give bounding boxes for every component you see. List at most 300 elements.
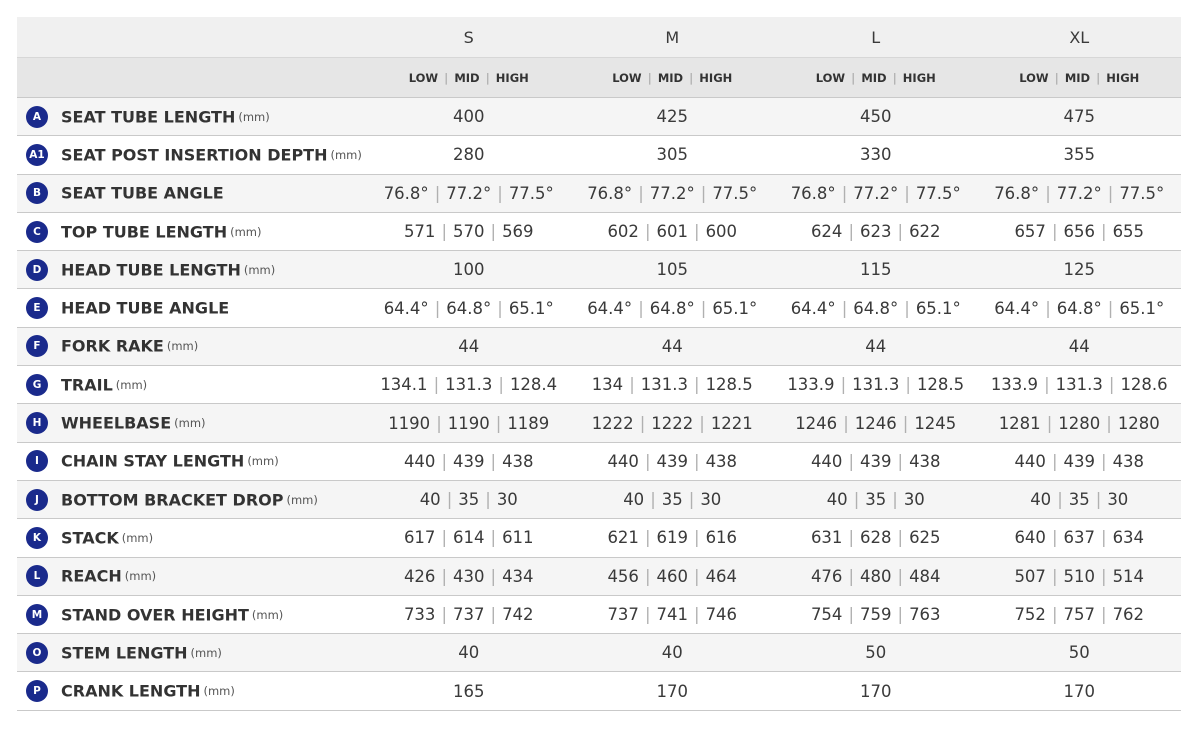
measurement-label xyxy=(17,136,367,174)
measurement-unit: (mm) xyxy=(190,645,222,660)
size-header-spacer xyxy=(17,17,367,58)
measurement-value: 438 xyxy=(1112,451,1145,471)
size-cell-s xyxy=(367,289,571,327)
measurement-value: 614 xyxy=(453,528,485,548)
measurement-value: 30 xyxy=(700,490,722,510)
measurement-label xyxy=(17,212,367,250)
separator: | xyxy=(498,375,504,395)
separator: | xyxy=(436,413,442,433)
measurement-value: 100 xyxy=(453,260,485,280)
measurement-label xyxy=(17,327,367,365)
size-cell-s xyxy=(367,519,571,557)
separator: | xyxy=(441,605,447,624)
measurement-code-badge: G xyxy=(26,374,48,396)
measurement-value: 571 xyxy=(403,222,436,242)
separator: | xyxy=(434,183,441,203)
measurement-value: 440 xyxy=(607,451,639,471)
size-cell-xl xyxy=(978,174,1182,212)
table-row xyxy=(17,212,1181,250)
table-row xyxy=(17,480,1181,518)
measurement-value: 507 xyxy=(1014,566,1046,586)
separator: | xyxy=(638,298,644,318)
measurement-name: FORK RAKE xyxy=(61,336,164,356)
separator: | xyxy=(694,605,700,624)
position-header-l xyxy=(774,58,978,98)
measurement-unit: (mm) xyxy=(247,454,279,469)
measurement-value: 40 xyxy=(419,490,441,510)
table-row xyxy=(17,519,1181,557)
measurement-label xyxy=(17,557,367,595)
size-header-l: L xyxy=(774,17,978,58)
measurement-value: 1280 xyxy=(1117,413,1160,433)
size-cell-s xyxy=(367,634,571,672)
separator: | xyxy=(434,298,441,318)
position-high: HIGH xyxy=(495,70,529,85)
measurement-value: 656 xyxy=(1063,222,1095,242)
measurement-value: 30 xyxy=(496,490,518,510)
size-cell-m xyxy=(571,557,775,595)
separator: | xyxy=(851,70,856,85)
size-cell-xl xyxy=(978,672,1182,710)
size-cell-xl xyxy=(978,136,1182,174)
size-cell-l xyxy=(774,212,978,250)
separator: | xyxy=(1101,222,1107,242)
measurement-value: 35 xyxy=(865,490,887,510)
measurement-name: CRANK LENGTH xyxy=(61,681,201,701)
measurement-value: 440 xyxy=(403,451,436,471)
size-cell-xl xyxy=(978,251,1182,289)
geometry-table-body xyxy=(17,98,1181,711)
measurement-value: 438 xyxy=(909,451,941,471)
size-cell-xl xyxy=(978,595,1182,633)
measurement-value: 631 xyxy=(810,528,843,548)
separator: | xyxy=(694,375,700,395)
measurement-value: 634 xyxy=(1112,528,1145,548)
measurement-code-badge: A xyxy=(26,106,48,128)
measurement-value: 480 xyxy=(860,566,892,586)
measurement-label xyxy=(17,251,367,289)
measurement-value: 1280 xyxy=(1058,413,1101,433)
separator: | xyxy=(1051,528,1058,548)
separator: | xyxy=(644,605,651,624)
separator: | xyxy=(1096,70,1101,85)
measurement-value: 64.4° xyxy=(587,298,633,318)
measurement-value: 484 xyxy=(909,566,941,586)
size-cell-m xyxy=(571,212,775,250)
measurement-value: 77.5° xyxy=(508,183,554,203)
separator: | xyxy=(1107,183,1114,203)
measurement-value: 759 xyxy=(860,605,892,624)
measurement-value: 44 xyxy=(1068,336,1090,356)
measurement-code-badge: B xyxy=(26,182,48,204)
measurement-code-badge: I xyxy=(26,450,48,472)
separator: | xyxy=(897,605,904,624)
measurement-value: 125 xyxy=(1063,260,1095,280)
measurement-value: 65.1° xyxy=(508,298,554,318)
table-row xyxy=(17,174,1181,212)
size-header-s: S xyxy=(367,17,571,58)
size-cell-xl xyxy=(978,366,1182,404)
size-cell-s xyxy=(367,98,571,136)
measurement-value: 64.8° xyxy=(1056,298,1102,318)
measurement-value: 426 xyxy=(403,566,436,586)
measurement-unit: (mm) xyxy=(115,377,148,392)
size-cell-xl xyxy=(978,442,1182,480)
size-cell-m xyxy=(571,98,775,136)
size-cell-l xyxy=(774,480,978,518)
size-cell-s xyxy=(367,327,571,365)
measurement-value: 1246 xyxy=(795,413,838,433)
measurement-value: 40 xyxy=(661,643,683,663)
separator: | xyxy=(644,451,651,471)
measurement-code-badge: F xyxy=(26,335,48,357)
separator: | xyxy=(694,222,700,242)
measurement-code-badge: P xyxy=(26,680,48,702)
separator: | xyxy=(644,222,651,242)
size-cell-m xyxy=(571,480,775,518)
measurement-value: 76.8° xyxy=(994,183,1040,203)
table-row xyxy=(17,557,1181,595)
separator: | xyxy=(1051,605,1058,624)
measurement-value: 621 xyxy=(607,528,639,548)
measurement-value: 752 xyxy=(1014,605,1046,624)
measurement-value: 330 xyxy=(860,145,892,165)
measurement-value: 1222 xyxy=(651,413,694,433)
position-mid: MID xyxy=(657,70,684,85)
measurement-name: CHAIN STAY LENGTH xyxy=(61,451,245,471)
measurement-label xyxy=(17,672,367,710)
separator: | xyxy=(699,413,705,433)
measurement-value: 1281 xyxy=(998,413,1041,433)
measurement-value: 305 xyxy=(656,145,688,165)
size-cell-xl xyxy=(978,404,1182,442)
measurement-value: 35 xyxy=(661,490,683,510)
measurement-value: 64.4° xyxy=(994,298,1040,318)
position-header-s xyxy=(367,58,571,98)
measurement-value: 1246 xyxy=(854,413,897,433)
measurement-value: 616 xyxy=(705,528,738,548)
measurement-label xyxy=(17,404,367,442)
measurement-name: STACK xyxy=(61,528,119,548)
separator: | xyxy=(1101,451,1107,471)
measurement-value: 514 xyxy=(1112,566,1145,586)
position-header-m xyxy=(571,58,775,98)
measurement-value: 737 xyxy=(453,605,485,624)
size-cell-xl xyxy=(978,634,1182,672)
measurement-value: 64.4° xyxy=(790,298,836,318)
measurement-value: 619 xyxy=(656,528,688,548)
measurement-value: 456 xyxy=(607,566,639,586)
measurement-value: 44 xyxy=(661,336,683,356)
size-cell-l xyxy=(774,595,978,633)
measurement-value: 280 xyxy=(453,145,485,165)
separator: | xyxy=(897,528,904,548)
measurement-label xyxy=(17,634,367,672)
measurement-unit: (mm) xyxy=(238,109,270,124)
measurement-code-badge: K xyxy=(26,527,48,549)
separator: | xyxy=(853,490,860,510)
separator: | xyxy=(1107,298,1114,318)
size-cell-s xyxy=(367,366,571,404)
table-row xyxy=(17,289,1181,327)
measurement-value: 170 xyxy=(656,681,688,701)
measurement-value: 133.9 xyxy=(990,375,1039,395)
separator: | xyxy=(905,375,911,395)
measurement-value: 133.9 xyxy=(787,375,835,395)
measurement-label xyxy=(17,519,367,557)
measurement-code-badge: A1 xyxy=(26,144,48,166)
size-cell-l xyxy=(774,98,978,136)
separator: | xyxy=(689,70,694,85)
measurement-value: 617 xyxy=(403,528,436,548)
measurement-value: 165 xyxy=(453,681,485,701)
measurement-value: 131.3 xyxy=(640,375,688,395)
measurement-name: HEAD TUBE ANGLE xyxy=(61,298,230,318)
separator: | xyxy=(1057,490,1063,510)
measurement-value: 440 xyxy=(810,451,843,471)
size-cell-xl xyxy=(978,557,1182,595)
size-cell-s xyxy=(367,212,571,250)
measurement-name: STAND OVER HEIGHT xyxy=(61,605,249,624)
position-high: HIGH xyxy=(699,70,733,85)
size-cell-s xyxy=(367,557,571,595)
measurement-value: 742 xyxy=(502,605,534,624)
measurement-value: 50 xyxy=(1068,643,1090,663)
size-cell-xl xyxy=(978,480,1182,518)
separator: | xyxy=(904,183,910,203)
table-row xyxy=(17,442,1181,480)
measurement-value: 737 xyxy=(607,605,639,624)
separator: | xyxy=(848,222,854,242)
size-cell-l xyxy=(774,634,978,672)
measurement-value: 763 xyxy=(909,605,941,624)
measurement-value: 131.3 xyxy=(852,375,900,395)
size-cell-m xyxy=(571,404,775,442)
measurement-value: 77.5° xyxy=(1119,183,1165,203)
size-header-m: M xyxy=(571,17,775,58)
measurement-unit: (mm) xyxy=(251,607,284,622)
size-cell-l xyxy=(774,136,978,174)
measurement-value: 741 xyxy=(656,605,688,624)
measurement-code-badge: M xyxy=(26,604,48,626)
measurement-value: 65.1° xyxy=(1119,298,1165,318)
geometry-table-container xyxy=(17,17,1181,711)
measurement-value: 40 xyxy=(623,490,645,510)
size-cell-m xyxy=(571,136,775,174)
position-low: LOW xyxy=(815,70,846,85)
size-cell-s xyxy=(367,251,571,289)
size-cell-l xyxy=(774,251,978,289)
size-cell-xl xyxy=(978,98,1182,136)
measurement-name: SEAT TUBE LENGTH xyxy=(61,107,236,127)
size-cell-xl xyxy=(978,289,1182,327)
table-row xyxy=(17,327,1181,365)
separator: | xyxy=(1045,183,1051,203)
measurement-value: 105 xyxy=(656,260,688,280)
size-cell-s xyxy=(367,136,571,174)
measurement-value: 1221 xyxy=(710,413,753,433)
measurement-value: 460 xyxy=(656,566,688,586)
measurement-name: HEAD TUBE LENGTH xyxy=(61,260,241,280)
separator: | xyxy=(638,183,644,203)
position-mid: MID xyxy=(861,70,887,85)
measurement-value: 425 xyxy=(656,107,688,127)
measurement-name: TOP TUBE LENGTH xyxy=(61,222,228,242)
measurement-value: 762 xyxy=(1112,605,1145,624)
separator: | xyxy=(644,528,651,548)
measurement-value: 622 xyxy=(909,222,941,242)
measurement-value: 134.1 xyxy=(380,375,428,395)
separator: | xyxy=(897,566,904,586)
table-row xyxy=(17,251,1181,289)
measurement-value: 1190 xyxy=(447,413,490,433)
measurement-value: 637 xyxy=(1063,528,1095,548)
measurement-unit: (mm) xyxy=(330,147,362,162)
measurement-value: 757 xyxy=(1063,605,1095,624)
measurement-name: SEAT TUBE ANGLE xyxy=(61,183,224,203)
position-high: HIGH xyxy=(902,70,936,85)
separator: | xyxy=(694,528,700,548)
position-mid: MID xyxy=(1064,70,1091,85)
position-mid: MID xyxy=(454,70,480,85)
separator: | xyxy=(1101,528,1107,548)
size-cell-l xyxy=(774,557,978,595)
separator: | xyxy=(897,451,904,471)
separator: | xyxy=(490,528,497,548)
measurement-value: 439 xyxy=(1063,451,1095,471)
measurement-value: 30 xyxy=(903,490,925,510)
measurement-unit: (mm) xyxy=(243,262,276,277)
separator: | xyxy=(639,413,646,433)
separator: | xyxy=(1101,566,1107,586)
position-low: LOW xyxy=(1019,70,1049,85)
size-cell-m xyxy=(571,289,775,327)
size-header-row xyxy=(17,17,1181,58)
measurement-unit: (mm) xyxy=(230,224,262,239)
measurement-value: 601 xyxy=(656,222,688,242)
separator: | xyxy=(490,451,497,471)
separator: | xyxy=(848,451,854,471)
measurement-unit: (mm) xyxy=(174,416,206,431)
measurement-value: 40 xyxy=(1030,490,1052,510)
table-row xyxy=(17,404,1181,442)
separator: | xyxy=(441,566,447,586)
measurement-label xyxy=(17,174,367,212)
size-cell-s xyxy=(367,672,571,710)
measurement-value: 438 xyxy=(502,451,534,471)
measurement-unit: (mm) xyxy=(121,530,154,545)
measurement-value: 628 xyxy=(860,528,892,548)
geometry-table xyxy=(17,17,1181,711)
measurement-label xyxy=(17,480,367,518)
measurement-code-badge: D xyxy=(26,259,48,281)
separator: | xyxy=(497,298,503,318)
measurement-value: 77.2° xyxy=(446,183,492,203)
measurement-value: 600 xyxy=(705,222,738,242)
table-row xyxy=(17,595,1181,633)
separator: | xyxy=(897,222,904,242)
measurement-value: 170 xyxy=(860,681,892,701)
size-cell-s xyxy=(367,174,571,212)
separator: | xyxy=(1051,566,1058,586)
size-cell-m xyxy=(571,251,775,289)
measurement-value: 746 xyxy=(705,605,738,624)
measurement-value: 44 xyxy=(865,336,887,356)
measurement-value: 35 xyxy=(458,490,480,510)
separator: | xyxy=(1101,605,1107,624)
measurement-code-badge: C xyxy=(26,221,48,243)
separator: | xyxy=(490,566,497,586)
separator: | xyxy=(700,298,707,318)
measurement-value: 1190 xyxy=(388,413,431,433)
measurement-value: 733 xyxy=(403,605,436,624)
size-cell-l xyxy=(774,442,978,480)
separator: | xyxy=(1046,413,1053,433)
measurement-value: 128.5 xyxy=(705,375,753,395)
separator: | xyxy=(904,298,910,318)
measurement-value: 170 xyxy=(1063,681,1095,701)
separator: | xyxy=(485,70,490,85)
separator: | xyxy=(840,375,847,395)
measurement-value: 128.6 xyxy=(1120,375,1168,395)
separator: | xyxy=(433,375,440,395)
size-cell-l xyxy=(774,672,978,710)
measurement-value: 65.1° xyxy=(915,298,961,318)
size-cell-xl xyxy=(978,519,1182,557)
measurement-value: 430 xyxy=(453,566,485,586)
measurement-unit: (mm) xyxy=(166,339,199,354)
separator: | xyxy=(441,451,447,471)
measurement-value: 77.2° xyxy=(1056,183,1102,203)
measurement-value: 64.8° xyxy=(853,298,899,318)
measurement-code-badge: O xyxy=(26,642,48,664)
measurement-name: WHEELBASE xyxy=(61,413,172,433)
separator: | xyxy=(490,605,497,624)
measurement-label xyxy=(17,595,367,633)
table-row xyxy=(17,136,1181,174)
separator: | xyxy=(841,183,848,203)
measurement-value: 76.8° xyxy=(383,183,429,203)
separator: | xyxy=(694,566,700,586)
size-cell-l xyxy=(774,404,978,442)
measurement-code-badge: L xyxy=(26,565,48,587)
measurement-value: 640 xyxy=(1014,528,1046,548)
separator: | xyxy=(650,490,656,510)
size-cell-xl xyxy=(978,327,1182,365)
measurement-unit: (mm) xyxy=(286,492,318,507)
size-cell-l xyxy=(774,519,978,557)
measurement-value: 35 xyxy=(1068,490,1090,510)
measurement-value: 450 xyxy=(860,107,892,127)
measurement-value: 439 xyxy=(453,451,485,471)
measurement-value: 77.2° xyxy=(853,183,899,203)
separator: | xyxy=(497,183,503,203)
position-low: LOW xyxy=(408,70,439,85)
size-cell-m xyxy=(571,174,775,212)
measurement-value: 76.8° xyxy=(790,183,836,203)
separator: | xyxy=(1051,222,1058,242)
separator: | xyxy=(841,298,848,318)
measurement-name: BOTTOM BRACKET DROP xyxy=(61,490,284,510)
size-cell-xl xyxy=(978,212,1182,250)
measurement-label xyxy=(17,98,367,136)
separator: | xyxy=(688,490,695,510)
separator: | xyxy=(485,490,491,510)
size-cell-l xyxy=(774,174,978,212)
measurement-value: 77.2° xyxy=(649,183,695,203)
table-row xyxy=(17,366,1181,404)
separator: | xyxy=(892,490,898,510)
